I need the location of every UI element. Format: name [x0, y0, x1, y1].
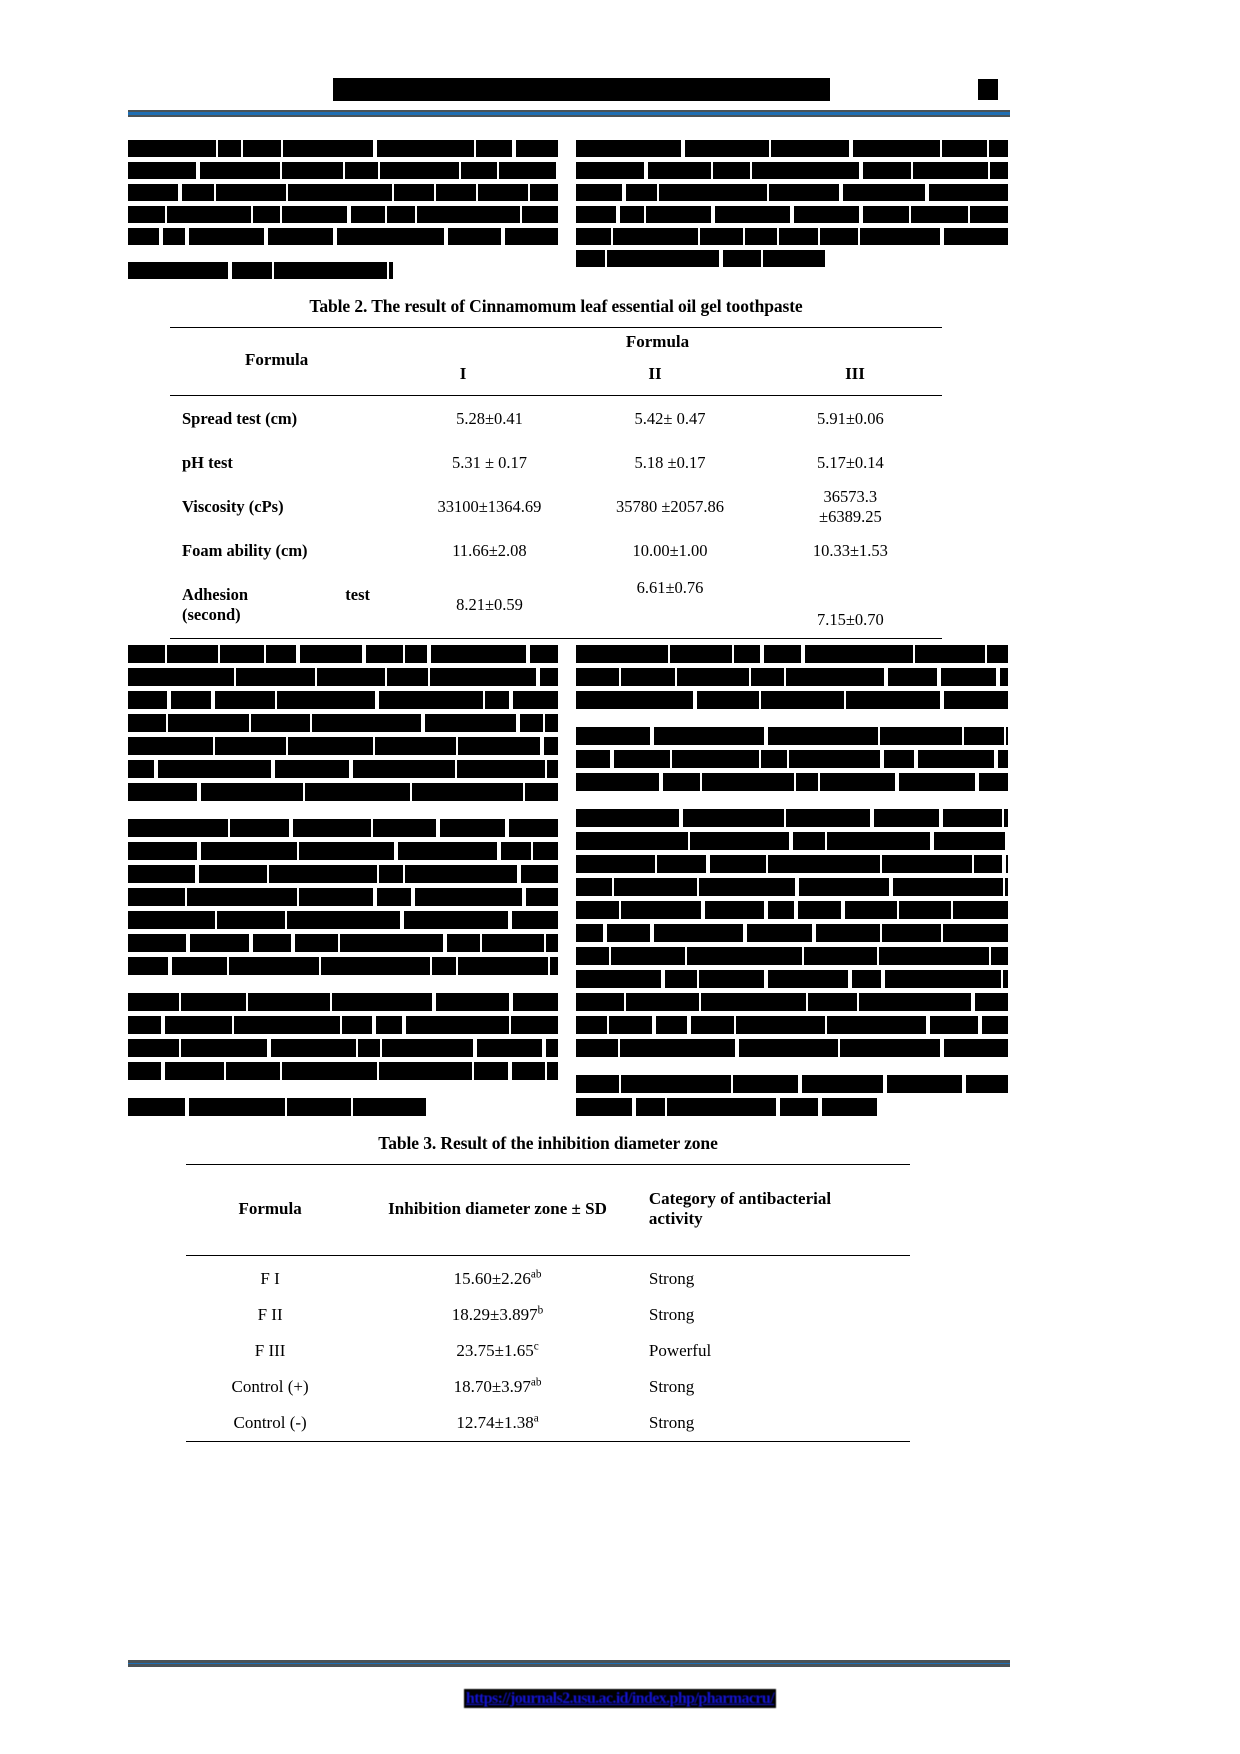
cell-zone-0-superscript: ab [530, 1268, 542, 1281]
row-label-ph-test: pH test [182, 453, 233, 472]
table-row [186, 1405, 910, 1442]
body-text-column-right-top [576, 140, 1008, 290]
table-row [186, 1297, 910, 1333]
cell-zone-0 [354, 1256, 641, 1298]
cell-viscosity-II: 35780 ±2057.86 [615, 497, 725, 516]
cell-spread-test-I: 5.28±0.41 [456, 409, 523, 428]
row-label-foam-ability: Foam ability (cm) [182, 541, 308, 560]
cell-adhesion-I: 8.21±0.59 [456, 595, 523, 614]
row-label-viscosity: Viscosity (cPs) [182, 497, 284, 516]
cell-viscosity-III [761, 486, 940, 528]
table-row [186, 1369, 910, 1405]
table-row [186, 1256, 910, 1298]
cell-ph-test-II: 5.18 ±0.17 [634, 453, 706, 472]
table-3-col-category-line1: Category of antibacterial [648, 1189, 832, 1208]
table-row [172, 398, 940, 440]
row-label-adhesion-test [172, 574, 398, 636]
body-text-column-right-middle [576, 645, 1008, 1125]
cell-foam-ability-III: 10.33±1.53 [812, 541, 888, 560]
table-2-col-II: II [648, 364, 662, 383]
page-number-redacted [978, 79, 998, 100]
table-3-grid [186, 1164, 910, 1442]
cell-zone-0-value: 15.60±2.26 [453, 1269, 531, 1288]
footer-divider-rule [128, 1660, 1010, 1667]
cell-formula-0: F I [260, 1269, 280, 1288]
cell-spread-test-III: 5.91±0.06 [816, 409, 884, 428]
cell-ph-test-III: 5.17±0.14 [816, 453, 884, 472]
cell-spread-test-II: 5.42± 0.47 [634, 409, 706, 428]
table-2-caption: Table 2. The result of Cinnamomum leaf essential oil gel toothpaste [309, 296, 803, 316]
cell-category-2: Powerful [648, 1341, 712, 1360]
cell-zone-1-superscript: b [537, 1304, 544, 1317]
cell-zone-2-value: 23.75±1.65 [456, 1341, 534, 1360]
cell-viscosity-III-line1: 36573.3 [823, 487, 878, 506]
table-2 [170, 296, 942, 639]
cell-zone-3-value: 18.70±3.97 [453, 1377, 531, 1396]
table-2-header [170, 327, 942, 396]
cell-zone-1-value: 18.29±3.897 [451, 1305, 538, 1324]
cell-zone-3 [354, 1369, 641, 1405]
cell-viscosity-III-line2: ±6389.25 [819, 507, 882, 526]
table-row [172, 574, 940, 636]
cell-zone-4 [354, 1405, 641, 1442]
page-header [0, 0, 1240, 120]
journal-url-link[interactable] [0, 1690, 1240, 1708]
cell-foam-ability-II: 10.00±1.00 [632, 541, 708, 560]
cell-zone-4-value: 12.74±1.38 [456, 1413, 534, 1432]
table-3 [186, 1133, 910, 1442]
table-row [172, 530, 940, 572]
cell-viscosity-I: 33100±1364.69 [437, 497, 542, 516]
table-3-header-row [186, 1165, 910, 1256]
body-text-column-left-top [128, 140, 558, 290]
row-label-adhesion-word1: Adhesion [182, 585, 249, 604]
cell-category-3: Strong [648, 1377, 695, 1396]
cell-zone-4-superscript: a [533, 1412, 539, 1425]
running-title-redacted [333, 78, 830, 101]
table-3-col-formula: Formula [238, 1199, 302, 1218]
cell-formula-1: F II [257, 1305, 283, 1324]
table-3-col-category-line2: activity [648, 1209, 703, 1228]
cell-zone-1 [354, 1297, 641, 1333]
cell-ph-test-I: 5.31 ± 0.17 [451, 453, 527, 472]
cell-zone-2-superscript: c [533, 1340, 539, 1353]
cell-formula-3: Control (+) [231, 1377, 309, 1396]
cell-category-4: Strong [648, 1413, 695, 1432]
cell-foam-ability-I: 11.66±2.08 [452, 541, 527, 560]
cell-category-1: Strong [648, 1305, 695, 1324]
row-label-spread-test: Spread test (cm) [182, 409, 298, 428]
table-row [172, 486, 940, 528]
table-3-col-inhibition-zone: Inhibition diameter zone ± SD [388, 1199, 607, 1218]
cell-adhesion-III: 7.15±0.70 [816, 610, 884, 629]
cell-zone-3-superscript: ab [530, 1376, 542, 1389]
cell-formula-2: F III [254, 1341, 286, 1360]
row-label-adhesion-line2: (second) [182, 605, 241, 624]
cell-category-0: Strong [648, 1269, 695, 1288]
table-2-header-formula-group: Formula [625, 332, 690, 351]
table-3-col-category [641, 1165, 910, 1256]
cell-adhesion-II: 6.61±0.76 [636, 578, 704, 597]
row-label-adhesion-word2: test [345, 585, 370, 604]
table-row [186, 1333, 910, 1369]
table-row [172, 442, 940, 484]
cell-zone-2 [354, 1333, 641, 1369]
header-divider-rule [128, 110, 1010, 117]
table-2-body [170, 396, 942, 639]
table-2-col-III: III [845, 364, 865, 383]
table-2-col-I: I [459, 364, 467, 383]
journal-url-text[interactable]: https://journals2.usu.ac.id/index.php/pharmacru/ [465, 1690, 775, 1707]
body-text-column-left-middle [128, 645, 558, 1125]
table-3-caption: Table 3. Result of the inhibition diameter zone [378, 1133, 718, 1153]
table-2-header-formula-left: Formula [245, 350, 309, 369]
cell-formula-4: Control (-) [233, 1413, 307, 1432]
